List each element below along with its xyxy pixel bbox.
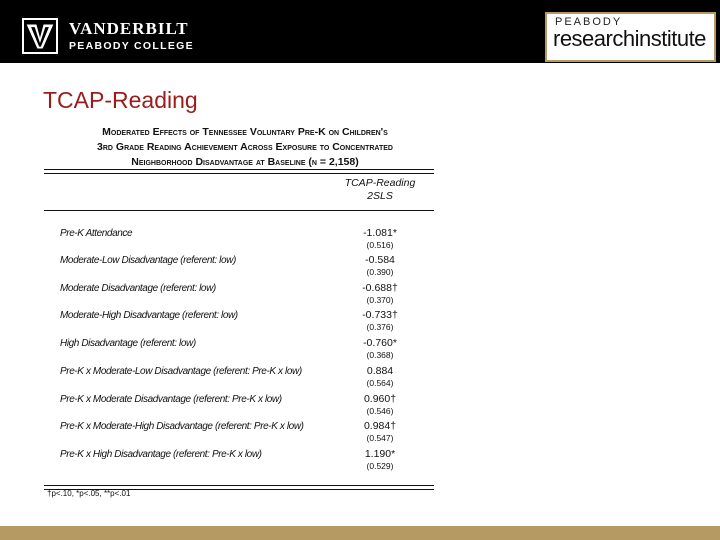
row-standard-error: (0.390) — [366, 267, 394, 277]
row-coefficient: -0.584 — [365, 254, 395, 266]
row-label: Pre-K x Moderate Disadvantage (referent: Pre-K x low) — [60, 394, 282, 405]
row-label: Moderate-Low Disadvantage (referent: low) — [60, 255, 236, 266]
table-row — [60, 448, 430, 476]
row-standard-error: (0.529) — [366, 461, 394, 471]
institute-logo — [545, 12, 716, 62]
row-coefficient: 0.884 — [366, 365, 394, 377]
table-title-line: Neighborhood Disadvantage at Baseline (n = 2,158) — [131, 156, 359, 168]
table-row — [60, 227, 430, 255]
row-standard-error: (0.546) — [366, 406, 394, 416]
college-name: PEABODY COLLEGE — [69, 40, 194, 52]
institute-logo-top: PEABODY — [555, 16, 623, 28]
vanderbilt-logo-icon — [22, 18, 58, 54]
row-coefficient: 0.960† — [363, 393, 397, 405]
table-rule-bottom — [44, 485, 434, 486]
row-label: Moderate-High Disadvantage (referent: low) — [60, 310, 238, 321]
column-header — [330, 177, 430, 203]
row-coefficient: -0.688† — [362, 282, 398, 294]
row-standard-error: (0.376) — [366, 322, 394, 332]
row-label: Pre-K x Moderate-High Disadvantage (referent: Pre-K x low) — [60, 421, 304, 432]
table-title — [40, 125, 450, 170]
table-row — [60, 254, 430, 282]
table-row — [60, 365, 430, 393]
significance-footnote: †p<.10, *p<.05, **p<.01 — [47, 489, 131, 498]
table-row — [60, 337, 430, 365]
row-standard-error: (0.370) — [366, 295, 394, 305]
table-rule-header — [44, 210, 434, 211]
table-title-line: Moderated Effects of Tennessee Voluntary Pre-K on Children's — [102, 126, 388, 138]
row-coefficient: -0.760* — [363, 337, 397, 349]
table-title-line: 3rd Grade Reading Achievement Across Exposure to Concentrated — [97, 141, 393, 153]
row-standard-error: (0.368) — [366, 350, 394, 360]
row-label: Pre-K x High Disadvantage (referent: Pre-K x low) — [60, 449, 262, 460]
university-name: VANDERBILT — [69, 19, 189, 38]
institute-logo-main: researchinstitute — [553, 26, 706, 51]
row-coefficient: 1.190* — [364, 448, 396, 460]
row-standard-error: (0.516) — [366, 240, 394, 250]
row-label: Moderate Disadvantage (referent: low) — [60, 283, 216, 294]
row-label: Pre-K x Moderate-Low Disadvantage (referent: Pre-K x low) — [60, 366, 302, 377]
column-header-line: TCAP-Reading — [344, 177, 416, 189]
row-coefficient: 0.984† — [363, 420, 397, 432]
slide-title: TCAP-Reading — [43, 87, 198, 113]
row-coefficient: -0.733† — [362, 309, 398, 321]
table-row — [60, 420, 430, 448]
table-row — [60, 282, 430, 310]
row-standard-error: (0.564) — [366, 378, 394, 388]
row-standard-error: (0.547) — [366, 433, 394, 443]
row-label: High Disadvantage (referent: low) — [60, 338, 196, 349]
header-bar — [0, 0, 720, 63]
table-rule-top — [44, 169, 434, 170]
row-label: Pre-K Attendance — [60, 228, 133, 239]
column-header-line: 2SLS — [367, 190, 393, 202]
table-row — [60, 393, 430, 421]
row-coefficient: -1.081* — [363, 227, 397, 239]
table-rule-top-double — [44, 173, 434, 174]
table-row — [60, 309, 430, 337]
footer-bar — [0, 526, 720, 540]
